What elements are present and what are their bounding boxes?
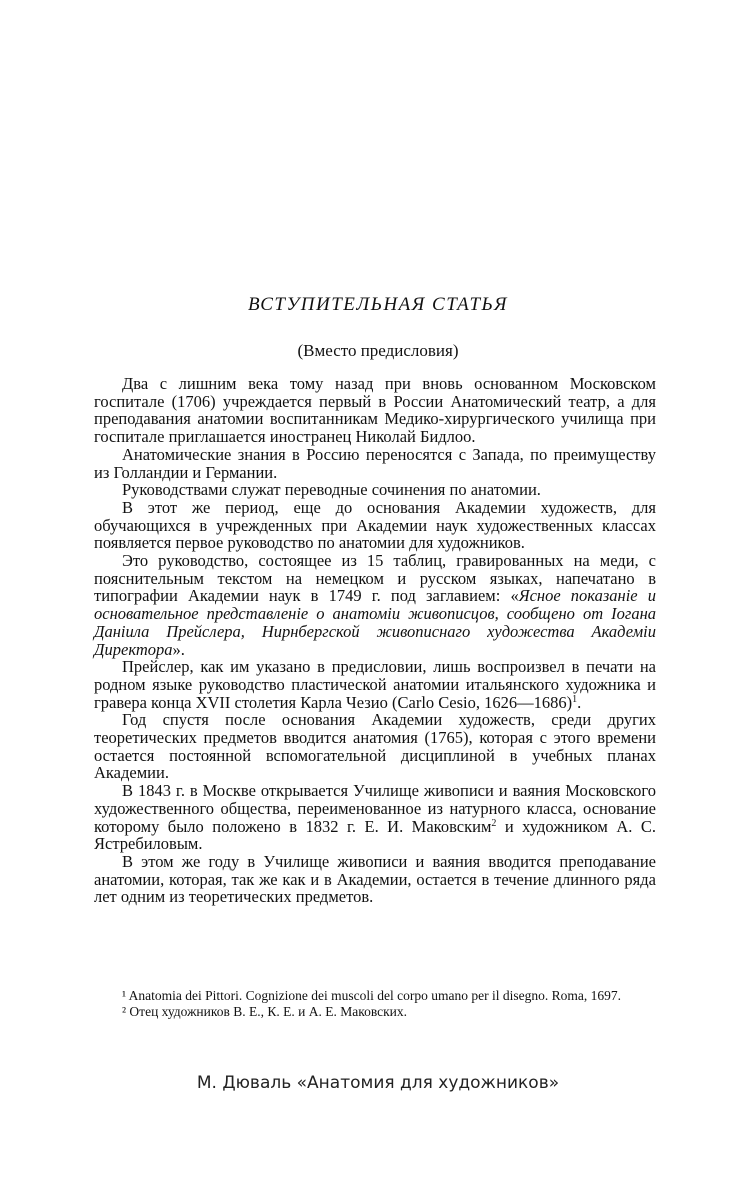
footnote-2: ² Отец художников В. Е., К. Е. и А. Е. Маковских. (122, 1003, 408, 1019)
paragraph-7: Год спустя после основания Академии художеств, среди других теоретических предметов вводится анатомия (1765), которая с этого времени остается постоянной вспомогательной дисциплиной в учебных планах Академии. (94, 710, 656, 783)
article-body (94, 375, 656, 906)
paragraph-2: Анатомические знания в Россию переносятся с Запада, по преимуществу из Голландии и Германии. (94, 444, 656, 482)
article-subheading: (Вместо предисловия) (297, 341, 459, 360)
paragraph-5 (94, 552, 656, 658)
book-caption: М. Дюваль «Анатомия для художников» (196, 1073, 560, 1093)
paragraph-6 (94, 658, 656, 711)
paragraph-1: Два с лишним века тому назад при вновь основанном Московском госпитале (1706) учреждается первый в России Анатомический театр, а для преподавания анатомии воспитанникам Медико-хирургического училища при госпитале приглашается иностранец Николай Бидлоо. (94, 374, 656, 447)
paragraph-9: В этом же году в Училище живописи и ваяния вводится преподавание анатомии, которая, так же как и в Академии, остается в течение длинного ряда лет одним из теоретических предметов. (94, 851, 656, 907)
paragraph-8-end: и художником А. С. Ястребиловым. (94, 816, 656, 854)
book-title-italic: Ясное показаніе и основательное представленіе о анатоміи живописцов, сообщено от Іогана Даніила Прейслера, Нирнбергской живописнаго художества Академіи Директора (94, 586, 657, 659)
paragraph-4: В этот же период, еще до основания Академии художеств, для обучающихся в учрежденных при Академии наук художественных классах появляется первое руководство по анатомии для художников. (94, 497, 656, 553)
article-heading: ВСТУПИТЕЛЬНАЯ СТАТЬЯ (248, 294, 508, 315)
paragraph-5-end: ». (172, 639, 185, 659)
paragraph-6-text: Прейслер, как им указано в предисловии, лишь воспроизвел в печати на родном языке руководство пластической анатомии итальянского художника и гравера конца XVII столетия Карла Чезио (Carlo Cesio, 1626—1686) (94, 657, 656, 712)
paragraph-8 (94, 782, 656, 853)
footnotes (94, 988, 656, 1019)
footnote-ref-1[interactable]: 1 (572, 693, 578, 705)
paragraph-6-end: . (577, 692, 582, 712)
footnote-1: ¹ Anatomia dei Pittori. Cognizione dei muscoli del corpo umano per il disegno. Roma, 1697. (122, 988, 621, 1003)
footnote-ref-2[interactable]: 2 (491, 817, 497, 829)
paragraph-5-text: Это руководство, состоящее из 15 таблиц, гравированных на меди, с пояснительным текстом на немецком и русском языках, напечатано в типографии Академии наук в 1749 г. под заглавием: « (94, 551, 656, 606)
paragraph-8-text: В 1843 г. в Москве открывается Училище живописи и ваяния Московского художественного общества, переименованное из натурного класса, основание которому было положено в 1832 г. Е. И. Маковским (94, 781, 656, 836)
paragraph-3: Руководствами служат переводные сочинения по анатомии. (122, 480, 541, 500)
